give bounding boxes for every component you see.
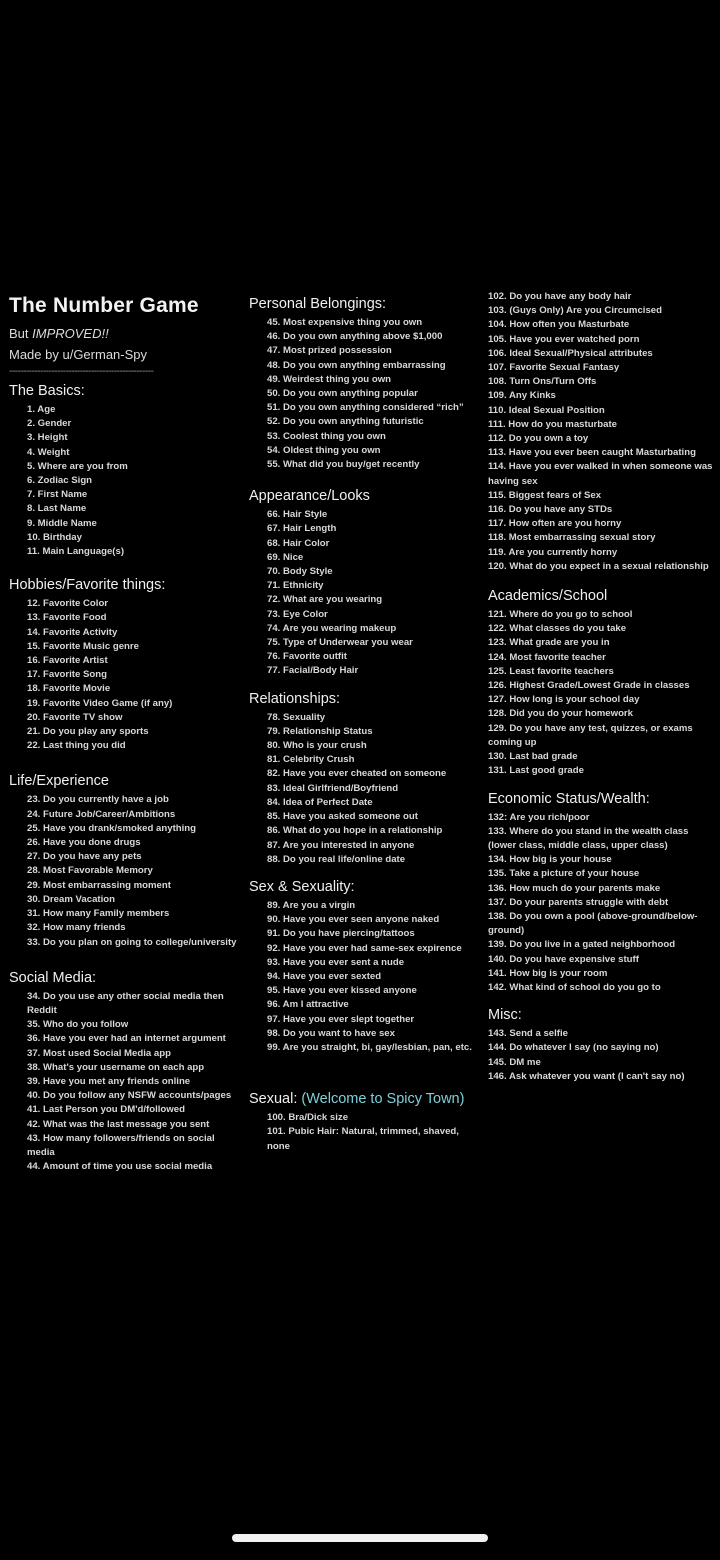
- list-item: 129. Do you have any test, quizzes, or exams coming up: [488, 722, 693, 748]
- section-title-text: Life/Experience: [9, 773, 109, 790]
- list-item: 25. Have you drank/smoked anything: [27, 822, 197, 834]
- list-item: 98. Do you want to have sex: [267, 1027, 395, 1039]
- list-item: 19. Favorite Video Game (if any): [27, 697, 173, 709]
- list-item: 123. What grade are you in: [488, 637, 610, 649]
- list-item: 72. What are you wearing: [267, 594, 383, 606]
- list-item: 18. Favorite Movie: [27, 683, 111, 695]
- list-item: 77. Facial/Body Hair: [267, 665, 359, 677]
- list-item: 118. Most embarrassing sexual story: [488, 532, 656, 544]
- list-item: 33. Do you plan on going to college/university: [27, 936, 237, 948]
- list-item: 27. Do you have any pets: [27, 851, 142, 863]
- list-item: 15. Favorite Music genre: [27, 640, 139, 652]
- list-item: 78. Sexuality: [267, 711, 326, 723]
- list-item: 108. Turn Ons/Turn Offs: [488, 376, 597, 388]
- list-item: 140. Do you have expensive stuff: [488, 953, 639, 965]
- list-item: 133. Where do you stand in the wealth class (lower class, middle class, upper class): [488, 825, 689, 851]
- list-item: 90. Have you ever seen anyone naked: [267, 914, 440, 926]
- section: [9, 970, 237, 1175]
- list-item: 101. Pubic Hair: Natural, trimmed, shaved, none: [267, 1126, 459, 1152]
- list-item: 37. Most used Social Media app: [27, 1047, 171, 1059]
- list-item: 10. Birthday: [27, 531, 82, 543]
- list-item: 138. Do you own a pool (above-ground/below-ground): [488, 910, 698, 937]
- list-item: 23. Do you currently have a job: [27, 794, 169, 806]
- list-item: 2. Gender: [27, 418, 72, 430]
- list-item: 117. How often are you horny: [488, 518, 622, 530]
- list-item: 16. Favorite Artist: [27, 655, 108, 667]
- list-item: 17. Favorite Song: [27, 669, 107, 681]
- list-item: 143. Send a selfie: [488, 1028, 568, 1040]
- list-item: 44. Amount of time you use social media: [27, 1161, 213, 1173]
- list-item: 113. Have you ever been caught Masturbating: [488, 447, 696, 459]
- list-item: 100. Bra/Dick size: [267, 1112, 349, 1124]
- section: [488, 791, 714, 996]
- section: [249, 488, 479, 678]
- list-item: 146. Ask whatever you want (I can't say no): [488, 1070, 685, 1082]
- list-item: 104. How often you Masturbate: [488, 319, 630, 331]
- subtitle-emphasis: IMPROVED!!: [32, 326, 109, 341]
- list-item: 9. Middle Name: [27, 517, 97, 529]
- list-item: 69. Nice: [267, 551, 304, 563]
- section-title-text: Academics/School: [488, 588, 608, 605]
- list-item: 68. Hair Color: [267, 537, 330, 549]
- column-1: [9, 290, 237, 1174]
- list-item: 80. Who is your crush: [267, 740, 367, 752]
- list-item: 49. Weirdest thing you own: [267, 373, 392, 385]
- list-item: 30. Dream Vacation: [27, 893, 115, 905]
- section: [249, 879, 479, 1055]
- list-item: 31. How many Family members: [27, 908, 170, 920]
- list-item: 83. Ideal Girlfriend/Boyfriend: [267, 782, 399, 794]
- section-title-text: Economic Status/Wealth:: [488, 790, 650, 807]
- list-item: 41. Last Person you DM'd/followed: [27, 1104, 185, 1116]
- page-title: The Number Game: [9, 294, 199, 317]
- list-item: 91. Do you have piercing/tattoos: [267, 928, 415, 940]
- list-item: 111. How do you masturbate: [488, 418, 618, 430]
- list-item: 1. Age: [27, 404, 56, 415]
- list-item: 52. Do you own anything futuristic: [267, 416, 424, 428]
- list-item: 94. Have you ever sexted: [267, 970, 382, 982]
- list-item: 107. Favorite Sexual Fantasy: [488, 362, 620, 374]
- section-title-text: Relationships:: [249, 690, 341, 707]
- list-item: 13. Favorite Food: [27, 612, 107, 624]
- section-title: [9, 577, 237, 593]
- list-item: 127. How long is your school day: [488, 694, 640, 706]
- list-item: 109. Any Kinks: [488, 390, 556, 402]
- subtitle: [9, 326, 237, 341]
- list-item: 142. What kind of school do you go to: [488, 981, 661, 993]
- section-title: [249, 691, 479, 707]
- list-item: 122. What classes do you take: [488, 623, 627, 635]
- list-item: 92. Have you ever had same-sex expirence: [267, 942, 462, 954]
- list-item: 131. Last good grade: [488, 765, 584, 777]
- list-item: 53. Coolest thing you own: [267, 430, 386, 442]
- list-item: 47. Most prized possession: [267, 345, 392, 357]
- list-item: 54. Oldest thing you own: [267, 444, 381, 456]
- list-item: 145. DM me: [488, 1056, 541, 1068]
- list-item: 73. Eye Color: [267, 608, 328, 620]
- list-item: 66. Hair Style: [267, 509, 328, 521]
- list-item: 137. Do your parents struggle with debt: [488, 896, 669, 908]
- list-item: 114. Have you ever walked in when someone was having sex: [488, 461, 713, 487]
- section-title: [249, 879, 479, 895]
- column-2: [249, 290, 479, 1154]
- list-item: 97. Have you ever slept together: [267, 1013, 415, 1025]
- list-item: 74. Are you wearing makeup: [267, 622, 397, 634]
- section-title: [488, 1007, 714, 1023]
- section-title: [9, 970, 237, 986]
- list-item: 21. Do you play any sports: [27, 726, 149, 738]
- section-title: [249, 1091, 479, 1107]
- list-item: 103. (Guys Only) Are you Circumcised: [488, 305, 662, 317]
- list-item: 35. Who do you follow: [27, 1019, 129, 1031]
- list-item: 38. What's your username on each app: [27, 1061, 205, 1073]
- list-item: 42. What was the last message you sent: [27, 1118, 210, 1130]
- section-title-text: Misc:: [488, 1007, 522, 1024]
- list-item: 34. Do you use any other social media then Reddit: [27, 990, 224, 1016]
- list-item: 120. What do you expect in a sexual relationship: [488, 560, 709, 572]
- list-item: 24. Future Job/Career/Ambitions: [27, 808, 176, 820]
- section-title-text: Appearance/Looks: [249, 488, 370, 505]
- list-item: 39. Have you met any friends online: [27, 1075, 191, 1087]
- byline: Made by u/German-Spy: [9, 347, 148, 362]
- list-item: 130. Last bad grade: [488, 751, 578, 763]
- list-item: 87. Are you interested in anyone: [267, 839, 415, 851]
- section: [9, 577, 237, 753]
- list-item: 50. Do you own anything popular: [267, 388, 418, 400]
- list-item: 43. How many followers/friends on social media: [27, 1132, 215, 1158]
- list-item: 82. Have you ever cheated on someone: [267, 768, 447, 780]
- list-item: 88. Do you real life/online date: [267, 853, 406, 865]
- list-item: 121. Where do you go to school: [488, 609, 633, 621]
- list-item: 67. Hair Length: [267, 523, 337, 535]
- list-item: 12. Favorite Color: [27, 598, 109, 610]
- section-title: [488, 588, 714, 604]
- section: [9, 773, 237, 949]
- list-item: 28. Most Favorable Memory: [27, 865, 153, 877]
- section: [249, 1091, 479, 1154]
- section-title-text: Hobbies/Favorite things:: [9, 577, 166, 594]
- list-item: 115. Biggest fears of Sex: [488, 489, 602, 501]
- list-item: 93. Have you ever sent a nude: [267, 956, 405, 968]
- list-item: 106. Ideal Sexual/Physical attributes: [488, 347, 653, 359]
- list-item: 32. How many friends: [27, 922, 126, 934]
- list-item: 136. How much do your parents make: [488, 882, 661, 894]
- column-3: [488, 290, 714, 1084]
- section-title-accent: (Welcome to Spicy Town): [301, 1091, 465, 1108]
- section: [249, 296, 479, 472]
- list-item: 40. Do you follow any NSFW accounts/pages: [27, 1090, 232, 1102]
- list-item: 79. Relationship Status: [267, 725, 373, 737]
- list-item: 48. Do you own anything embarrassing: [267, 359, 446, 371]
- list-item: 11. Main Language(s): [27, 546, 125, 558]
- section-title: [9, 773, 237, 789]
- list-item: 112. Do you own a toy: [488, 433, 589, 445]
- list-item: 51. Do you own anything considered “rich”: [267, 402, 464, 414]
- list-item: 89. Are you a virgin: [267, 899, 356, 911]
- list-item: 75. Type of Underwear you wear: [267, 637, 413, 649]
- list-item: 22. Last thing you did: [27, 740, 126, 752]
- list-item: 14. Favorite Activity: [27, 626, 118, 638]
- list-item: 119. Are you currently horny: [488, 546, 618, 558]
- divider: ---------------------------------------------------: [9, 366, 154, 377]
- section-title-text: Sexual:: [249, 1091, 302, 1108]
- list-item: 125. Least favorite teachers: [488, 665, 614, 677]
- list-item: 132: Are you rich/poor: [488, 811, 590, 823]
- list-item: 85. Have you asked someone out: [267, 811, 418, 823]
- section-title: [249, 488, 479, 504]
- list-item: 126. Highest Grade/Lowest Grade in classes: [488, 680, 690, 692]
- list-item: 95. Have you ever kissed anyone: [267, 985, 417, 997]
- list-item: 8. Last Name: [27, 503, 87, 515]
- list-item: 99. Are you straight, bi, gay/lesbian, pan, etc.: [267, 1041, 472, 1053]
- list-item: 70. Body Style: [267, 566, 333, 578]
- list-item: 86. What do you hope in a relationship: [267, 825, 443, 837]
- section-title-text: Social Media:: [9, 969, 97, 986]
- section-title-text: Sex & Sexuality:: [249, 878, 355, 895]
- list-item: 71. Ethnicity: [267, 580, 324, 592]
- list-item: 102. Do you have any body hair: [488, 291, 632, 302]
- list-item: 139. Do you live in a gated neighborhood: [488, 939, 676, 951]
- list-item: 84. Idea of Perfect Date: [267, 796, 373, 808]
- list-item: 7. First Name: [27, 489, 88, 501]
- list-item: 128. Did you do your homework: [488, 708, 633, 720]
- section: [9, 383, 237, 559]
- list-item: 5. Where are you from: [27, 460, 128, 472]
- section-title: [249, 296, 479, 312]
- list-item: 141. How big is your room: [488, 967, 608, 979]
- list-item: 134. How big is your house: [488, 854, 612, 866]
- section: [488, 1007, 714, 1084]
- home-indicator[interactable]: [232, 1534, 488, 1542]
- list-item: 45. Most expensive thing you own: [267, 317, 423, 328]
- section-title-text: The Basics:: [9, 383, 85, 399]
- subtitle-prefix: But: [9, 326, 33, 341]
- section-title-text: Personal Belongings:: [249, 296, 387, 312]
- list-item: 4. Weight: [27, 446, 70, 458]
- list-item: 105. Have you ever watched porn: [488, 333, 640, 345]
- section-title: [9, 383, 237, 399]
- list-item: 96. Am I attractive: [267, 999, 349, 1011]
- list-item: 26. Have you done drugs: [27, 837, 141, 849]
- list-item: 6. Zodiac Sign: [27, 475, 93, 487]
- list-item: 3. Height: [27, 432, 68, 444]
- list-item: 81. Celebrity Crush: [267, 754, 355, 766]
- list-item: 36. Have you ever had an internet argument: [27, 1033, 226, 1045]
- list-item: 124. Most favorite teacher: [488, 651, 606, 663]
- list-item: 55. What did you buy/get recently: [267, 459, 420, 471]
- list-item: 110. Ideal Sexual Position: [488, 404, 605, 416]
- list-item: 144. Do whatever I say (no saying no): [488, 1042, 659, 1054]
- list-item: 135. Take a picture of your house: [488, 868, 640, 880]
- list-item: 76. Favorite outfit: [267, 651, 347, 663]
- list-item: 29. Most embarrassing moment: [27, 879, 171, 891]
- list-item: 20. Favorite TV show: [27, 711, 123, 723]
- section: [249, 691, 479, 867]
- list-item: 116. Do you have any STDs: [488, 504, 613, 516]
- list-item: 46. Do you own anything above $1,000: [267, 331, 443, 343]
- section-title: [488, 791, 714, 807]
- section: [488, 290, 714, 574]
- section: [488, 588, 714, 778]
